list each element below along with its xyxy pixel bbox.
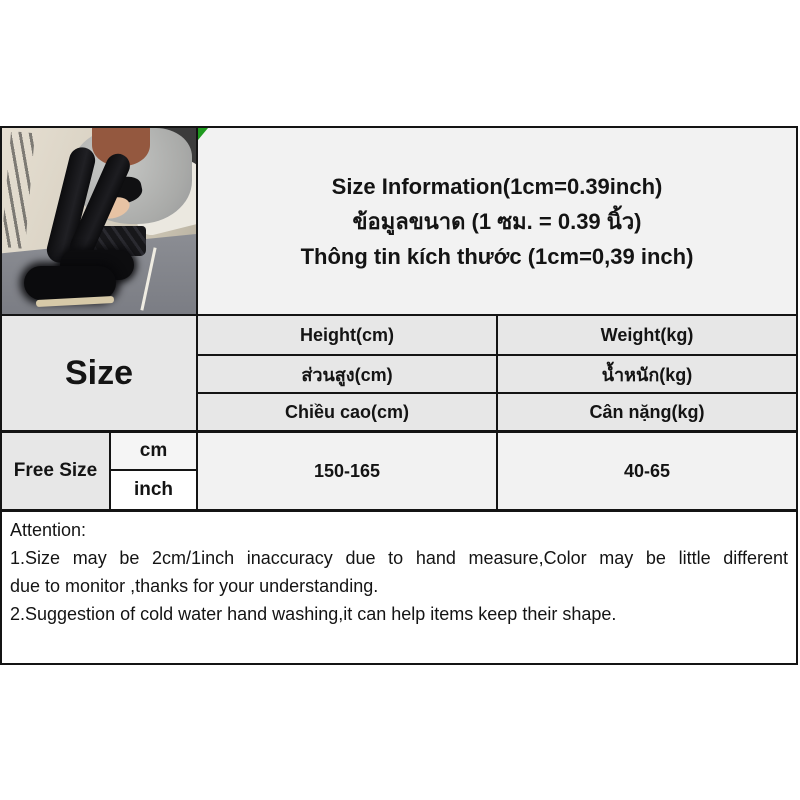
size-corner-cell: Size — [2, 316, 196, 430]
header-weight-vi: Cân nặng(kg) — [496, 392, 796, 430]
header-height-th: ส่วนสูง(cm) — [196, 354, 496, 392]
fur-slipper-front — [24, 266, 116, 300]
size-chart-sheet — [0, 126, 798, 665]
product-photo — [2, 128, 198, 314]
attention-note1-line1: 1.Size may be 2cm/1inch inaccuracy due to hand measure,Color may be little different — [10, 548, 788, 568]
title-en: Size Information(1cm=0.39inch) — [331, 173, 663, 199]
unit-inch-cell: inch — [109, 471, 196, 509]
attention-note1-line2: due to monitor ,thanks for your understanding. — [10, 576, 379, 596]
weight-value: 40-65 — [496, 433, 796, 509]
unit-cm-cell: cm — [109, 433, 196, 471]
header-height-vi: Chiều cao(cm) — [196, 392, 496, 430]
header-weight-th: น้ำหนัก(kg) — [496, 354, 796, 392]
height-value: 150-165 — [196, 433, 496, 509]
free-size-row — [2, 430, 796, 509]
free-size-label: Free Size — [2, 433, 109, 509]
table-header — [2, 314, 796, 430]
green-corner-marker — [198, 128, 208, 140]
attention-note2: 2.Suggestion of cold water hand washing,it can help items keep their shape. — [10, 604, 617, 624]
title-th: ข้อมูลขนาด (1 ซม. = 0.39 นิ้ว) — [352, 208, 642, 234]
title-panel — [198, 128, 796, 314]
title-row — [2, 128, 796, 314]
title-vi: Thông tin kích thước (1cm=0,39 inch) — [300, 243, 694, 269]
attention-heading: Attention: — [10, 520, 87, 540]
header-weight-en: Weight(kg) — [496, 316, 796, 354]
header-height-en: Height(cm) — [196, 316, 496, 354]
attention-notes — [2, 509, 796, 663]
